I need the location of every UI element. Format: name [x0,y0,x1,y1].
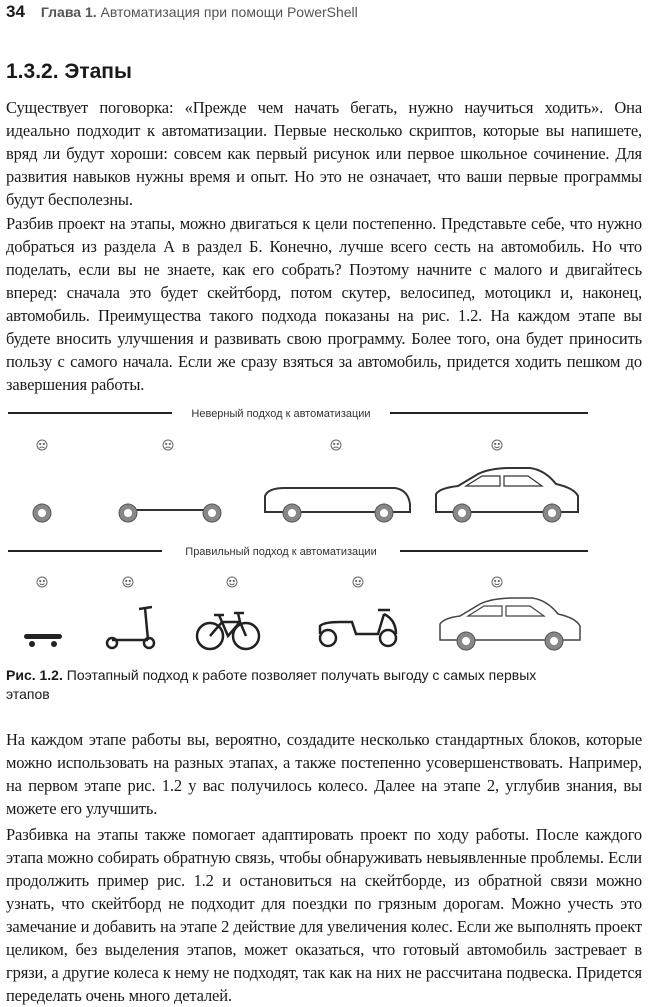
happy-face-icon [492,440,502,450]
car-icon [436,468,578,522]
sad-face-icon [163,440,173,450]
paragraph-2: Разбив проект на этапы, можно двигаться к цели постепенно. Представьте себе, что нужно добраться из раздела А в раздел Б. Конечно, лучше всего сесть на автомобиль. Но что поделать, если вы не знаете, как его собрать? Поэтому начните с малого и двигайтесь вперед: сначала это будет скейтборд, потом скутер, велосипед, мотоцикл и, наконец, автомобиль. Преимущества такого подхода показаны на рис. 1.2. На каждом этапе вы будете вносить улучшения и развивать свою программу. Более того, она будет приносить пользу с самого начала. Если же сразу взяться за автомобиль, придется ходить пешком до завершения работы. [6,214,642,394]
car-icon [440,598,580,650]
wheel-icon [33,504,51,522]
paragraph-4: Разбивка на этапы также помогает адаптировать проект по ходу работы. После каждого этапа можно собирать обратную связь, чтобы обнаруживать невыявленные проблемы. Если продолжить пример рис. 1.2 и остановиться на скейтборде, из обратной связи можно узнать, что скейтборд не подходит для поездки по грязным дорогам. Можно учесть это замечание и добавить на этапе 2 действие для увеличения колес. Если же выполнять проект целиком, без выделения этапов, может оказаться, что готовый автомобиль застревает в грязи, а другие колеса к нему не подходят, так как на них не рассчитана подвеска. Придется переделать очень много деталей. [6,825,642,1005]
scooter-icon [107,607,154,648]
sad-face-icon [331,440,341,450]
chassis-icon [119,504,221,522]
sad-face-icon [37,440,47,450]
caption-text: Поэтапный подход к работе позволяет получать выгоду с самых первых этапов [6,667,537,702]
paragraph-1: Существует поговорка: «Прежде чем начать бегать, нужно научиться ходить». Она идеально подходит к автоматизации. Первые несколько скриптов, которые вы напишете, вряд ли будут хороши: совсем как первый рисунок или первое школьное сочинение. Для развития навыков нужны время и опыт. Но это не означает, что ваши первые программы будут бесполезны. [6,98,642,209]
happy-face-icon [492,577,502,587]
chapter-label: Глава 1. [40,4,97,20]
right-approach-label: Правильный подход к автоматизации [185,546,377,558]
paragraph-3: На каждом этапе работы вы, вероятно, создадите несколько стандартных блоков, которые можно использовать на разных этапах, а также постепенно усовершенствовать. Например, на первом этапе рис. 1.2 у вас получилось колесо. Далее на этапе 2, углубив знания, вы можете его улучшить. [6,730,642,818]
motorbike-icon [320,610,396,646]
happy-face-icon [123,577,133,587]
happy-face-icon [353,577,363,587]
running-header [6,2,646,24]
caption-label: Рис. 1.2. [6,667,63,683]
sad-face-icons [37,440,502,450]
chapter-title: Автоматизация при помощи PowerShell [100,4,358,20]
section-title: 1.3.2. Этапы [6,60,132,83]
happy-face-icon [37,577,47,587]
page-number: 34 [6,2,25,21]
figure-illustration [0,400,649,660]
figure-1-2 [0,400,649,700]
bicycle-icon [197,613,259,649]
car-body-icon [265,488,410,522]
happy-face-icon [227,577,237,587]
wrong-approach-label: Неверный подход к автоматизации [191,408,371,420]
figure-caption [6,666,566,704]
happy-face-icons [37,577,502,587]
skateboard-icon [24,634,62,647]
